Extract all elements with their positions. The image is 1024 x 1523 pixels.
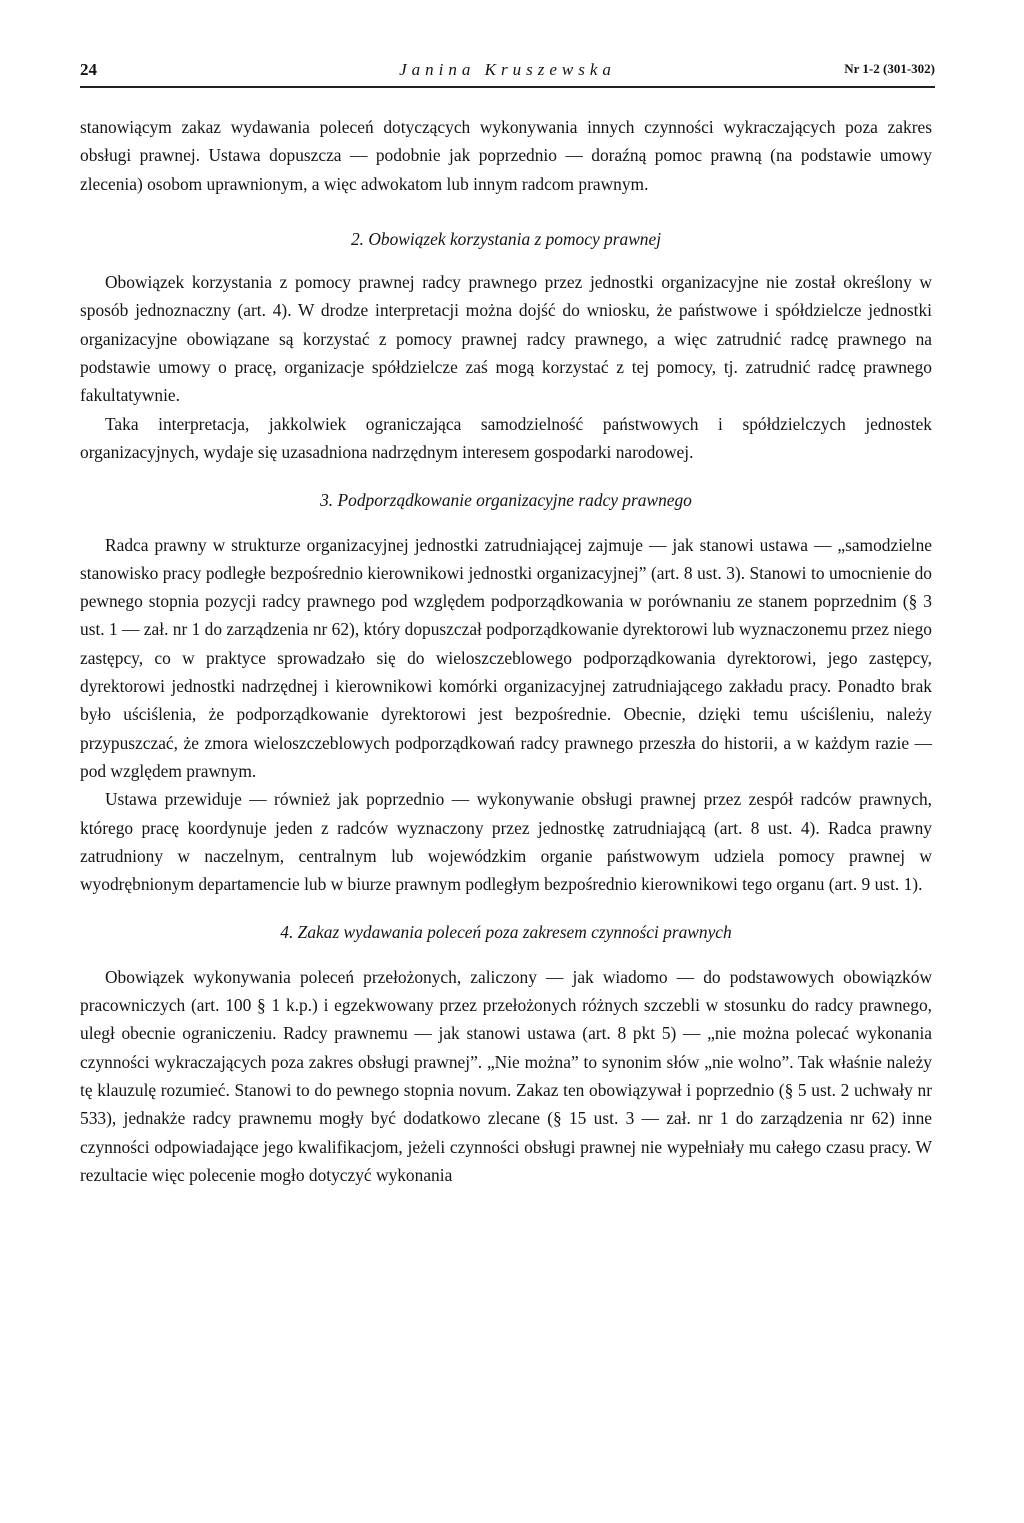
section-heading: 3. Podporządkowanie organizacyjne radcy prawnego [320,490,692,511]
section-heading: 4. Zakaz wydawania poleceń poza zakresem czynności prawnych [280,922,732,943]
section-heading: 2. Obowiązek korzystania z pomocy prawnej [350,228,662,249]
paragraph: Obowiązek wykonywania poleceń przełożonych, zaliczony — jak wiadomo — do podstawowych obowiązków pracowniczych (art. 100 § 1 k.p.) i egzekwowany przez przełożonych różnych szczebli w stosunku do radcy prawnego, uległ obecnie ograniczeniu. Radcy prawnemu — jak stanowi ustawa (art. 8 pkt 5) — „nie można polecać wykonania czynności wykraczających poza zakres obsługi prawnej”. „Nie można” to synonim słów „nie wolno”. Tak właśnie należy tę klauzulę rozumieć. Stanowi to do pewnego stopnia novum. Zakaz ten obowiązywał i poprzednio (§ 5 ust. 2 uchwały nr 533), jednakże radcy prawnemu mogły być dodatkowo zlecane (§ 15 ust. 3 — zał. nr 1 do zarządzenia nr 62) inne czynności odpowiadające jego kwalifikacjom, jeżeli czynności obsługi prawnej nie wypełniały mu całego czasu pracy. W rezultacie więc polecenie mogło dotyczyć wykonania [80,966,932,1185]
running-header [80,60,935,88]
running-title: Janina Kruszewska [399,60,616,79]
paragraph: Taka interpretacja, jakkolwiek ograniczająca samodzielność państwowych i spółdzielczych jednostek organizacyjnych, wydaje się uzasadniona nadrzędnym interesem gospodarki narodowej. [80,413,932,462]
paragraph: stanowiącym zakaz wydawania poleceń dotyczących wykonywania innych czynności wykraczających poza zakres obsługi prawnej. Ustawa dopuszcza — podobnie jak poprzednio — doraźną pomoc prawną (na podstawie umowy zlecenia) osobom uprawnionym, a więc adwokatom lub innym radcom prawnym. [80,117,932,194]
paragraph: Obowiązek korzystania z pomocy prawnej radcy prawnego przez jednostki organizacyjne nie został określony w sposób jednoznaczny (art. 4). W drodze interpretacji można dojść do wniosku, że państwowe i spółdzielcze jednostki organizacyjne obowiązane są korzystać z pomocy prawnej radcy prawnego, a więc zatrudnić radcę prawnego na podstawie umowy o pracę, organizacje spółdzielcze zaś mogą korzystać z tej pomocy, tj. zatrudnić radcę prawnego fakultatywnie. [80,272,932,406]
page-number: 24 [80,60,97,79]
paragraph: Radca prawny w strukturze organizacyjnej jednostki zatrudniającej zajmuje — jak stanowi ustawa — „samodzielne stanowisko pracy podległe bezpośrednio kierownikowi jednostki organizacyjnej” (art. 8 ust. 3). Stanowi to umocnienie do pewnego stopnia pozycji radcy prawnego pod względem podporządkowania w porównaniu ze stanem poprzednim (§ 3 ust. 1 — zał. nr 1 do zarządzenia nr 62), który dopuszczał podporządkowanie dyrektorowi lub wyznaczonemu przez niego zastępcy, co w praktyce sprowadzało się do wieloszczeblowego podporządkowania dyrektorowi, jego zastępcy, dyrektorowi jednostki nadrzędnej i kierownikowi komórki organizacyjnej zatrudniającego zakładu pracy. Ponadto brak było uściślenia, że podporządkowanie dyrektorowi jest bezpośrednie. Obecnie, dzięki temu uściśleniu, należy przypuszczać, że zmora wieloszczeblowych podporządkowań radcy prawnego przeszła do historii, a w każdym razie — pod względem prawnym. [80,534,932,781]
article-body [80,113,932,1189]
paragraph: Ustawa przewiduje — również jak poprzednio — wykonywanie obsługi prawnej przez zespół radców prawnych, którego pracę koordynuje jeden z radców wyznaczony przez jednostkę zatrudniającą (art. 8 ust. 4). Radca prawny zatrudniony w naczelnym, centralnym lub wojewódzkim organie państwowym udziela pomocy prawnej w wyodrębnionym departamencie lub w biurze prawnym podległym bezpośrednio kierownikowi tego organu (art. 9 ust. 1). [80,789,932,895]
issue-number: Nr 1-2 (301-302) [844,61,935,76]
